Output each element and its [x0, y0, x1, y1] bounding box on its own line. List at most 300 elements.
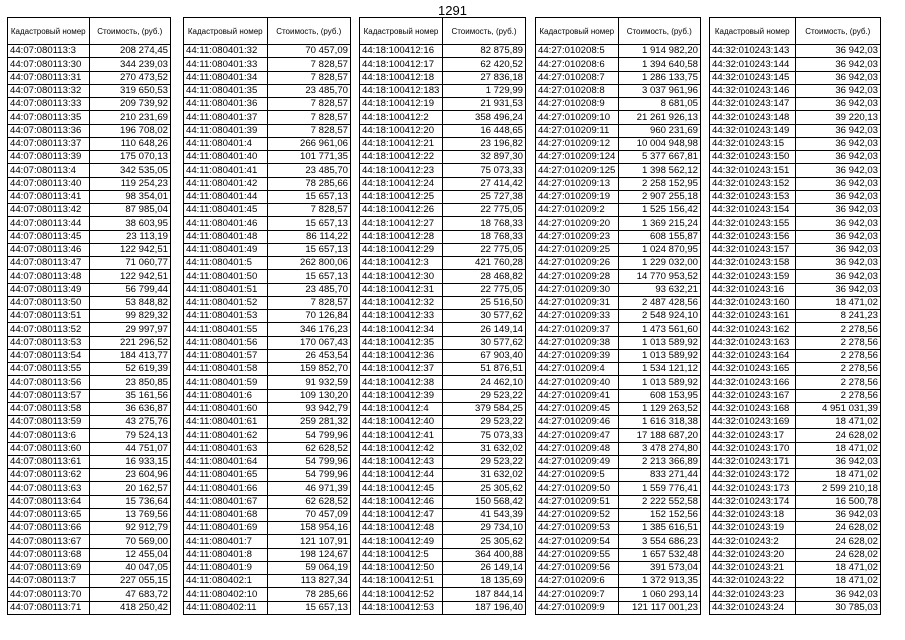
cost-cell: 1 914 982,20 — [641, 45, 698, 57]
table-row — [360, 257, 525, 270]
cadastral-number-cell: 44:32:010243:151 — [710, 164, 796, 176]
cadastral-number-cell: 44:27:010209:125 — [536, 164, 619, 176]
cost-cell: 2 278,56 — [840, 376, 878, 388]
table-row — [184, 535, 350, 548]
table-row — [360, 125, 525, 138]
cost-cell: 36 942,03 — [835, 244, 878, 256]
cost-cell: 8 241,23 — [840, 310, 878, 322]
cadastral-number-cell: 44:11:080401:69 — [184, 522, 268, 534]
cadastral-number-cell: 44:07:080113:68 — [8, 549, 90, 561]
cost-cell: 59 064,19 — [305, 562, 348, 574]
cost-cell: 62 628,52 — [305, 442, 348, 454]
cost-cell: 1 013 589,92 — [641, 350, 698, 362]
table-row — [710, 72, 880, 85]
cadastral-number-cell: 44:18:100412:30 — [360, 270, 443, 282]
cadastral-number-cell: 44:11:080401:48 — [184, 231, 268, 243]
cadastral-number-cell: 44:18:100412:16 — [360, 45, 443, 57]
cadastral-number-cell: 44:07:080113:31 — [8, 72, 90, 84]
cost-cell: 47 683,72 — [125, 588, 168, 600]
cost-cell: 36 942,03 — [835, 98, 878, 110]
cadastral-number-cell: 44:07:080113:54 — [8, 350, 90, 362]
table-row — [536, 390, 700, 403]
table-row — [184, 416, 350, 429]
table-row — [8, 217, 170, 230]
table-row — [710, 125, 880, 138]
cost-cell: 98 354,01 — [125, 191, 168, 203]
table-row — [536, 522, 700, 535]
cadastral-number-cell: 44:27:010209:124 — [536, 151, 619, 163]
cost-cell: 259 281,32 — [299, 416, 348, 428]
table-row — [710, 284, 880, 297]
table-row — [184, 337, 350, 350]
table-row — [184, 429, 350, 442]
cadastral-number-cell: 44:32:010243:17 — [710, 429, 796, 441]
table-header — [184, 18, 350, 45]
cost-cell: 608 153,95 — [649, 389, 698, 401]
cost-cell: 30 577,62 — [480, 336, 523, 348]
table-row — [536, 164, 700, 177]
cadastral-number-cell: 44:27:010209:40 — [536, 376, 619, 388]
table-row — [184, 522, 350, 535]
cost-cell: 29 997,97 — [125, 323, 168, 335]
cost-cell: 3 037 961,96 — [641, 85, 698, 97]
cadastral-number-cell: 44:18:100412:37 — [360, 363, 443, 375]
table-row — [360, 403, 525, 416]
cost-cell: 18 471,02 — [835, 442, 878, 454]
cadastral-number-cell: 44:27:010209:33 — [536, 310, 619, 322]
cost-cell: 39 220,13 — [835, 111, 878, 123]
cadastral-number-cell: 44:32:010243:174 — [710, 496, 796, 508]
table-row — [8, 231, 170, 244]
table-row — [8, 602, 170, 614]
cost-cell: 262 800,06 — [299, 257, 348, 269]
cost-cell: 36 942,03 — [835, 177, 878, 189]
cost-cell: 29 734,10 — [480, 522, 523, 534]
cost-cell: 36 942,03 — [835, 270, 878, 282]
cost-cell: 1 013 589,92 — [641, 376, 698, 388]
cost-cell: 23 850,85 — [125, 376, 168, 388]
cadastral-number-cell: 44:07:080113:53 — [8, 337, 90, 349]
header-cadastral-number: Кадастровый номер — [360, 18, 443, 44]
cadastral-number-cell: 44:11:080401:32 — [184, 45, 268, 57]
cadastral-number-cell: 44:07:080113:52 — [8, 323, 90, 335]
table-row — [184, 403, 350, 416]
cadastral-number-cell: 44:07:080113:50 — [8, 297, 90, 309]
table-row — [536, 98, 700, 111]
table-row — [536, 284, 700, 297]
cost-cell: 62 628,52 — [305, 495, 348, 507]
cost-cell: 29 523,22 — [480, 456, 523, 468]
cadastral-number-cell: 44:32:010243:158 — [710, 257, 796, 269]
table-row — [360, 244, 525, 257]
cadastral-number-cell: 44:27:010209:5 — [536, 469, 619, 481]
cadastral-number-cell: 44:18:100412:21 — [360, 138, 443, 150]
cost-cell: 22 775,05 — [480, 283, 523, 295]
table-row — [8, 72, 170, 85]
table-row — [8, 443, 170, 456]
cost-cell: 344 239,03 — [119, 58, 168, 70]
table-row — [536, 376, 700, 389]
cost-cell: 23 196,82 — [480, 138, 523, 150]
cost-cell: 2 278,56 — [840, 323, 878, 335]
cadastral-number-cell: 44:32:010243:143 — [710, 45, 796, 57]
cadastral-number-cell: 44:27:010209:49 — [536, 456, 619, 468]
cadastral-number-cell: 44:27:010209:38 — [536, 337, 619, 349]
table-row — [360, 602, 525, 614]
table-row — [536, 72, 700, 85]
cadastral-number-cell: 44:18:100412:20 — [360, 125, 443, 137]
cost-cell: 113 827,34 — [300, 575, 348, 587]
cost-cell: 1 013 589,92 — [641, 336, 698, 348]
cadastral-number-cell: 44:07:080113:69 — [8, 562, 90, 574]
cadastral-number-cell: 44:32:010243:163 — [710, 337, 796, 349]
cost-cell: 1 372 913,35 — [641, 575, 698, 587]
table-row — [536, 403, 700, 416]
cost-cell: 93 942,79 — [305, 403, 348, 415]
table-row — [710, 58, 880, 71]
cadastral-number-cell: 44:18:100412:44 — [360, 469, 443, 481]
table-row — [184, 496, 350, 509]
cadastral-number-cell: 44:18:100412:33 — [360, 310, 443, 322]
cadastral-number-cell: 44:07:080113:49 — [8, 284, 90, 296]
cadastral-number-cell: 44:11:080401:37 — [184, 111, 268, 123]
cost-cell: 270 473,52 — [119, 71, 168, 83]
cadastral-number-cell: 44:11:080401:55 — [184, 323, 268, 335]
cost-cell: 119 254,23 — [120, 177, 168, 189]
cost-cell: 54 799,96 — [305, 429, 348, 441]
cadastral-number-cell: 44:07:080113:44 — [8, 217, 90, 229]
cadastral-table-1 — [7, 17, 171, 615]
table-row — [360, 310, 525, 323]
table-row — [8, 496, 170, 509]
table-row — [710, 363, 880, 376]
table-row — [536, 138, 700, 151]
cadastral-number-cell: 44:27:010209:28 — [536, 270, 619, 282]
table-row — [184, 164, 350, 177]
table-row — [8, 416, 170, 429]
cadastral-number-cell: 44:27:010209:48 — [536, 443, 619, 455]
table-row — [536, 482, 700, 495]
cadastral-number-cell: 44:07:080113:6 — [8, 429, 90, 441]
table-row — [360, 204, 525, 217]
cadastral-number-cell: 44:32:010243:153 — [710, 191, 796, 203]
table-row — [360, 151, 525, 164]
table-body — [536, 45, 700, 614]
cost-cell: 24 628,02 — [835, 429, 878, 441]
cadastral-number-cell: 44:32:010243:167 — [710, 390, 796, 402]
table-row — [184, 482, 350, 495]
table-row — [8, 111, 170, 124]
table-row — [710, 310, 880, 323]
table-row — [360, 270, 525, 283]
table-row — [184, 456, 350, 469]
table-row — [360, 549, 525, 562]
table-row — [536, 443, 700, 456]
table-row — [710, 403, 880, 416]
cadastral-number-cell: 44:07:080113:65 — [8, 509, 90, 521]
cadastral-number-cell: 44:18:100412:43 — [360, 456, 443, 468]
cost-cell: 17 188 687,20 — [636, 429, 698, 441]
cost-cell: 18 768,33 — [480, 217, 523, 229]
table-row — [536, 469, 700, 482]
cadastral-number-cell: 44:27:010209:2 — [536, 204, 619, 216]
cost-cell: 1 394 640,58 — [641, 58, 698, 70]
cadastral-number-cell: 44:18:100412:46 — [360, 496, 443, 508]
cost-cell: 40 047,05 — [125, 562, 168, 574]
cadastral-number-cell: 44:18:100412:49 — [360, 535, 443, 547]
cadastral-number-cell: 44:27:010209:9 — [536, 602, 619, 614]
cost-cell: 44 751,07 — [125, 442, 168, 454]
cost-cell: 18 471,02 — [835, 575, 878, 587]
cadastral-number-cell: 44:27:010208:9 — [536, 98, 619, 110]
cadastral-number-cell: 44:11:080401:49 — [184, 244, 268, 256]
page-number: 1291 — [438, 3, 467, 18]
cadastral-number-cell: 44:32:010243:22 — [710, 575, 796, 587]
cost-cell: 36 942,03 — [835, 45, 878, 57]
cost-cell: 346 176,23 — [299, 323, 348, 335]
table-row — [710, 509, 880, 522]
cost-cell: 86 114,22 — [306, 230, 348, 242]
cadastral-number-cell: 44:11:080401:65 — [184, 469, 268, 481]
cadastral-number-cell: 44:27:010209:6 — [536, 575, 619, 587]
table-row — [184, 125, 350, 138]
cost-cell: 36 636,87 — [125, 403, 168, 415]
table-row — [710, 549, 880, 562]
cadastral-number-cell: 44:27:010209:53 — [536, 522, 619, 534]
table-row — [184, 178, 350, 191]
table-header — [710, 18, 880, 45]
table-row — [184, 562, 350, 575]
table-row — [360, 429, 525, 442]
cost-cell: 75 073,33 — [480, 164, 523, 176]
cadastral-number-cell: 44:32:010243:16 — [710, 284, 796, 296]
cadastral-number-cell: 44:27:010209:10 — [536, 111, 619, 123]
cost-cell: 26 149,14 — [480, 323, 523, 335]
cadastral-number-cell: 44:27:010209:51 — [536, 496, 619, 508]
table-row — [360, 575, 525, 588]
cadastral-number-cell: 44:32:010243:144 — [710, 58, 796, 70]
cadastral-number-cell: 44:32:010243:2 — [710, 535, 796, 547]
cost-cell: 51 876,51 — [480, 363, 523, 375]
table-row — [360, 496, 525, 509]
cost-cell: 29 523,22 — [480, 389, 523, 401]
cost-cell: 26 453,54 — [305, 350, 348, 362]
table-row — [710, 337, 880, 350]
cost-cell: 23 485,70 — [305, 85, 348, 97]
cost-cell: 418 250,42 — [119, 601, 168, 613]
cadastral-number-cell: 44:11:080401:57 — [184, 350, 268, 362]
cost-cell: 25 516,50 — [480, 297, 523, 309]
table-row — [8, 58, 170, 71]
cost-cell: 2 278,56 — [840, 389, 878, 401]
cadastral-number-cell: 44:11:080401:41 — [184, 164, 268, 176]
cost-cell: 187 844,14 — [474, 588, 523, 600]
cost-cell: 7 828,57 — [310, 98, 348, 110]
cadastral-number-cell: 44:32:010243:162 — [710, 323, 796, 335]
cadastral-number-cell: 44:18:100412:50 — [360, 562, 443, 574]
cost-cell: 2 278,56 — [840, 350, 878, 362]
cost-cell: 30 577,62 — [480, 310, 523, 322]
cadastral-number-cell: 44:32:010243:160 — [710, 297, 796, 309]
table-header — [8, 18, 170, 45]
cost-cell: 36 942,03 — [835, 124, 878, 136]
cadastral-number-cell: 44:32:010243:147 — [710, 98, 796, 110]
table-row — [710, 535, 880, 548]
cost-cell: 24 628,02 — [835, 535, 878, 547]
cost-cell: 101 771,35 — [299, 151, 348, 163]
cadastral-number-cell: 44:11:080401:40 — [184, 151, 268, 163]
cadastral-number-cell: 44:18:100412:51 — [360, 575, 443, 587]
cost-cell: 2 599 210,18 — [821, 482, 878, 494]
table-row — [360, 72, 525, 85]
table-row — [710, 98, 880, 111]
cost-cell: 23 485,70 — [305, 164, 348, 176]
table-row — [536, 45, 700, 58]
cost-cell: 71 060,77 — [125, 257, 168, 269]
cadastral-number-cell: 44:27:010209:12 — [536, 138, 619, 150]
cadastral-number-cell: 44:27:010209:31 — [536, 297, 619, 309]
table-row — [360, 98, 525, 111]
cost-cell: 608 155,87 — [649, 230, 698, 242]
cost-cell: 36 942,03 — [835, 509, 878, 521]
cadastral-number-cell: 44:11:080401:45 — [184, 204, 268, 216]
table-row — [184, 111, 350, 124]
header-cadastral-number: Кадастровый номер — [8, 18, 90, 44]
cadastral-number-cell: 44:27:010209:25 — [536, 244, 619, 256]
table-row — [360, 58, 525, 71]
table-row — [536, 244, 700, 257]
table-row — [360, 231, 525, 244]
cost-cell: 1 129 263,52 — [641, 403, 698, 415]
cost-cell: 7 828,57 — [310, 111, 348, 123]
cadastral-number-cell: 44:18:100412:38 — [360, 376, 443, 388]
table-row — [184, 297, 350, 310]
table-row — [8, 363, 170, 376]
table-row — [184, 85, 350, 98]
cost-cell: 18 471,02 — [835, 469, 878, 481]
cadastral-number-cell: 44:11:080401:33 — [184, 58, 268, 70]
cadastral-number-cell: 44:27:010208:7 — [536, 72, 619, 84]
table-row — [536, 456, 700, 469]
cost-cell: 364 400,88 — [474, 548, 523, 560]
cost-cell: 159 852,70 — [299, 363, 348, 375]
cost-cell: 1 060 293,14 — [641, 588, 698, 600]
cadastral-number-cell: 44:27:010209:47 — [536, 429, 619, 441]
cadastral-number-cell: 44:11:080401:50 — [184, 270, 268, 282]
cost-cell: 16 500,78 — [835, 495, 878, 507]
table-row — [710, 217, 880, 230]
cost-cell: 18 471,02 — [835, 562, 878, 574]
cadastral-number-cell: 44:18:100412:29 — [360, 244, 443, 256]
cadastral-number-cell: 44:07:080113:45 — [8, 231, 90, 243]
table-row — [184, 72, 350, 85]
cost-cell: 79 524,13 — [125, 429, 168, 441]
cadastral-number-cell: 44:07:080113:42 — [8, 204, 90, 216]
table-row — [360, 178, 525, 191]
table-row — [536, 588, 700, 601]
cadastral-number-cell: 44:07:080113:3 — [8, 45, 90, 57]
cadastral-number-cell: 44:07:080113:36 — [8, 125, 90, 137]
cadastral-number-cell: 44:07:080113:55 — [8, 363, 90, 375]
table-row — [8, 469, 170, 482]
cadastral-number-cell: 44:18:100412:52 — [360, 588, 443, 600]
table-row — [360, 284, 525, 297]
cost-cell: 36 942,03 — [835, 164, 878, 176]
cadastral-number-cell: 44:32:010243:145 — [710, 72, 796, 84]
cost-cell: 41 543,39 — [480, 509, 523, 521]
table-row — [710, 270, 880, 283]
cadastral-number-cell: 44:11:080401:5 — [184, 257, 268, 269]
cost-cell: 2 222 552,58 — [641, 495, 698, 507]
table-row — [8, 257, 170, 270]
table-row — [360, 522, 525, 535]
cost-cell: 1 616 318,38 — [641, 416, 698, 428]
cost-cell: 5 377 667,81 — [641, 151, 698, 163]
table-row — [8, 244, 170, 257]
table-row — [536, 310, 700, 323]
cost-cell: 87 985,04 — [125, 204, 168, 216]
table-row — [8, 45, 170, 58]
table-row — [8, 456, 170, 469]
cadastral-table-5 — [709, 17, 881, 615]
cadastral-number-cell: 44:07:080113:51 — [8, 310, 90, 322]
cadastral-number-cell: 44:18:100412:18 — [360, 72, 443, 84]
cost-cell: 36 942,03 — [835, 151, 878, 163]
table-row — [710, 376, 880, 389]
cadastral-number-cell: 44:07:080113:63 — [8, 482, 90, 494]
cost-cell: 158 954,16 — [299, 522, 348, 534]
cost-cell: 1 559 776,41 — [641, 482, 698, 494]
table-row — [360, 390, 525, 403]
table-row — [184, 138, 350, 151]
cost-cell: 1 369 215,24 — [641, 217, 698, 229]
table-row — [360, 217, 525, 230]
table-row — [8, 575, 170, 588]
cost-cell: 18 471,02 — [835, 416, 878, 428]
cost-cell: 3 554 686,23 — [641, 535, 698, 547]
table-row — [184, 602, 350, 614]
cost-cell: 24 462,10 — [480, 376, 523, 388]
table-row — [184, 191, 350, 204]
header-cost: Стоимость, (руб.) — [626, 26, 692, 36]
cadastral-number-cell: 44:11:080401:42 — [184, 178, 268, 190]
cost-cell: 209 739,92 — [119, 98, 168, 110]
cadastral-number-cell: 44:11:080401:64 — [184, 456, 268, 468]
cadastral-number-cell: 44:11:080401:4 — [184, 138, 268, 150]
table-body — [360, 45, 525, 614]
cost-cell: 319 650,53 — [119, 85, 168, 97]
cost-cell: 7 828,57 — [310, 58, 348, 70]
cost-cell: 7 828,57 — [310, 124, 348, 136]
cost-cell: 2 548 924,10 — [641, 310, 698, 322]
cadastral-number-cell: 44:07:080113:47 — [8, 257, 90, 269]
table-row — [710, 297, 880, 310]
cadastral-number-cell: 44:32:010243:164 — [710, 350, 796, 362]
cost-cell: 31 632,02 — [480, 442, 523, 454]
table-body — [8, 45, 170, 614]
cost-cell: 1 473 561,60 — [641, 323, 698, 335]
cadastral-number-cell: 44:07:080113:7 — [8, 575, 90, 587]
table-row — [360, 376, 525, 389]
table-row — [184, 443, 350, 456]
table-row — [360, 111, 525, 124]
table-row — [536, 125, 700, 138]
cost-cell: 210 231,69 — [119, 111, 168, 123]
table-row — [8, 125, 170, 138]
table-row — [710, 191, 880, 204]
cadastral-number-cell: 44:11:080401:60 — [184, 403, 268, 415]
cadastral-number-cell: 44:07:080113:33 — [8, 98, 90, 110]
